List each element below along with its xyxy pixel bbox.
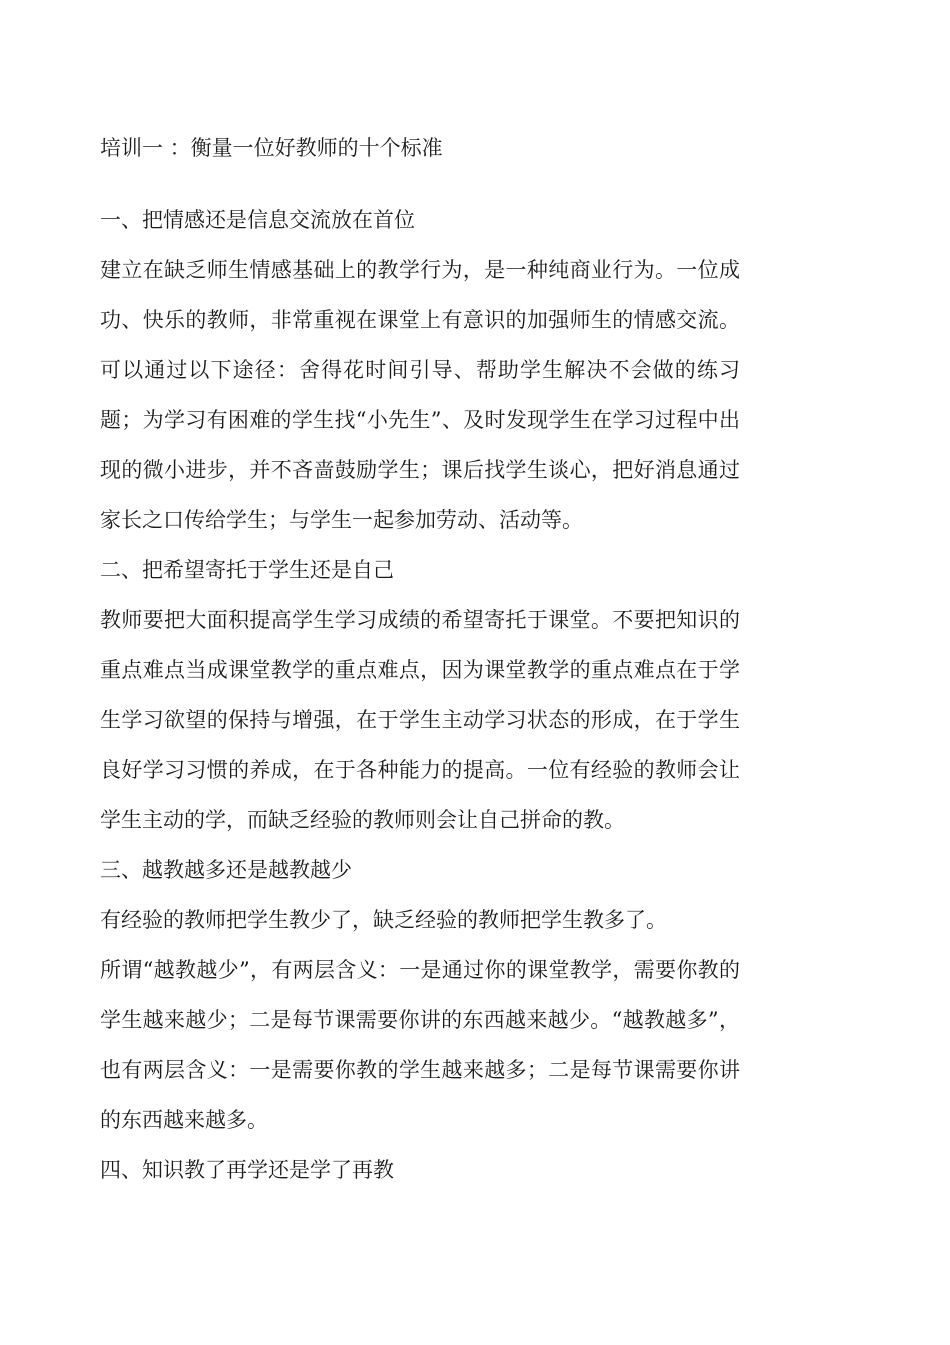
section-heading-4: 四、知识教了再学还是学了再教 bbox=[100, 1158, 394, 1182]
section-paragraph-2-1: 教师要把大面积提高学生学习成绩的希望寄托于课堂。不要把知识的重点难点当成课堂教学的重点难点，因为课堂教学的重点难点在于学生学习欲望的保持与增强，在于学生主动学习状态的形成，在于学生良好学习习惯的养成，在于各种能力的提高。一位有经验的教师会让学生主动的学，而缺乏经验的教师则会让自己拼命的教。 bbox=[100, 608, 740, 832]
section-paragraph-3-2: 所谓“越教越少”，有两层含义：一是通过你的课堂教学，需要你教的学生越来越少；二是每节课需要你讲的东西越来越少。“越教越多”，也有两层含义：一是需要你教的学生越来越多；二是每节课需要你讲的东西越来越多。 bbox=[100, 958, 740, 1132]
section-heading-2: 二、把希望寄托于学生还是自己 bbox=[100, 558, 394, 582]
section-paragraph-3-1: 有经验的教师把学生教少了，缺乏经验的教师把学生教多了。 bbox=[100, 908, 667, 932]
section-heading-3: 三、越教越多还是越教越少 bbox=[100, 858, 352, 882]
section-heading-1: 一、把情感还是信息交流放在首位 bbox=[100, 208, 415, 232]
document-title: 培训一 ：衡量一位好教师的十个标准 bbox=[100, 136, 443, 160]
section-paragraph-1-1: 建立在缺乏师生情感基础上的教学行为，是一种纯商业行为。一位成功、快乐的教师，非常重视在课堂上有意识的加强师生的情感交流。可以通过以下途径：舍得花时间引导、帮助学生解决不会做的练习题；为学习有困难的学生找“小先生”、及时发现学生在学习过程中出现的微小进步，并不吝啬鼓励学生；课后找学生谈心，把好消息通过家长之口传给学生；与学生一起参加劳动、活动等。 bbox=[100, 258, 740, 532]
